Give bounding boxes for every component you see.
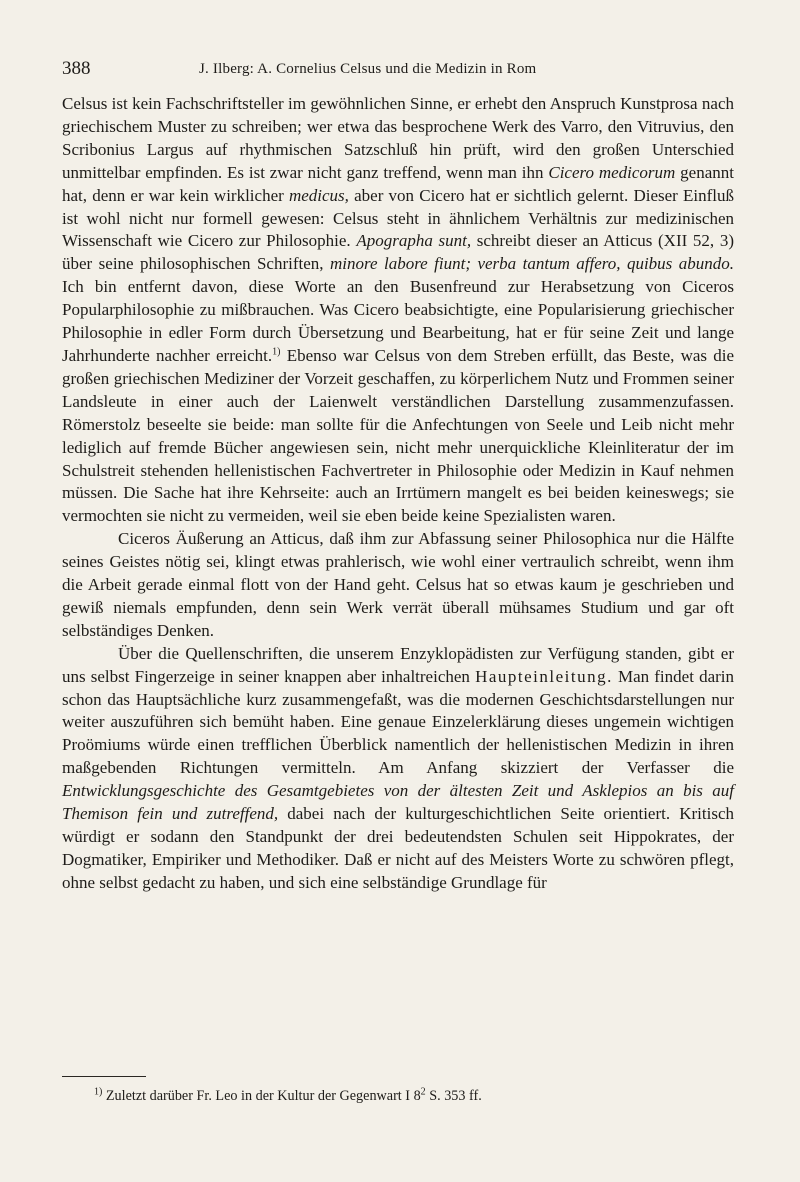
page-header — [62, 58, 740, 86]
text-run: Über die Quellenschriften, die unserem Enzyklopädisten zur Verfügung standen, gibt er uns selbst Fingerzeige in seiner knappen aber inhaltreichen — [62, 643, 734, 686]
body-text — [62, 93, 734, 895]
italic-phrase: Apographa sunt, — [356, 231, 472, 251]
text-run: schreibt dieser an Atticus (XII 52, 3) über seine philosophischen Schriften, — [62, 231, 735, 274]
page-number: 388 — [62, 58, 91, 79]
text-run: Man findet darin schon das Hauptsächliche kurz zusammengefaßt, was die modernen Geschichtsdarstellungen nur weiter auszuführen sich bemüht haben. Eine genaue Einzelerklärung dieses ungemein wichtigen Proömiums würde einen trefflichen Überblick namentlich der hellenistischen Medizin in ihren maßgebenden Richtungen vermitteln. Am Anfang skizziert der Verfasser die — [62, 666, 734, 778]
italic-quote: minore labore fiunt; verba tantum affero, quibus abundo. — [330, 254, 735, 274]
text-run: aber von Cicero hat er sichtlich gelernt. Dieser Einfluß ist wohl nicht nur formell gewesen: Celsus steht in ähnlichem Verhältnis zur medizinischen Wissenschaft wie Cicero zur Philosophie. — [62, 185, 734, 251]
text-run: Ebenso war Celsus von dem Streben erfüllt, das Beste, was die großen griechischen Mediziner der Vorzeit geschaffen, zu körperlichem Nutz und Frommen seiner Landsleute in einer auch der Laienwelt verständlichen Darstellung zusammenzufassen. Römerstolz beseelte sie beide: man sollte für die Anfechtungen von Seele und Leib nicht mehr lediglich auf fremde Bücher angewiesen sein, nicht mehr unerquickliche Kleinliteratur der im Schulstreit stehenden hellenistischen Fachvertreter in Philosophie oder Medizin in Kauf nehmen müssen. Die Sache hat ihre Kehrseite: auch an Irrtümern mangelt es bei beiden keineswegs; sie vermochten sie nicht zu vermeiden, weil sie eben beide keine Spezialisten waren. — [62, 345, 735, 526]
footnote-text: Zuletzt darüber Fr. Leo in der Kultur der Gegenwart I 8 — [102, 1088, 421, 1104]
italic-phrase: medicus, — [288, 185, 349, 205]
italic-phrase: Entwicklungsgeschichte des Gesamtgebietes von der ältesten Zeit und Asklepios an bis auf Themison fein und zutreffend, — [62, 781, 734, 824]
footnote-marker: 1) — [94, 1086, 103, 1098]
running-head: J. Ilberg: A. Cornelius Celsus und die Medizin in Rom — [199, 61, 537, 77]
italic-phrase: Cicero medicorum — [548, 162, 676, 182]
paragraph-3 — [62, 643, 734, 895]
paragraph-2: Ciceros Äußerung an Atticus, daß ihm zur Abfassung seiner Philosophica nur die Hälfte seines Geistes nötig sei, klingt etwas prahlerisch, wie wohl einer vertraulich schreibt, wenn ihm die Arbeit gerade einmal flott von der Hand geht. Celsus hat so etwas kaum je geschrieben und gewiß niemals empfunden, denn sein Werk verrät überall mühsames Studium und gar oft selbständiges Denken. — [62, 529, 734, 640]
text-run: Ich bin entfernt davon, diese Worte an den Busenfreund zur Herabsetzung von Ciceros Popularphilosophie zu mißbrauchen. Was Cicero beabsichtigte, eine Popularisierung griechischer Philosophie in edler Form durch Übersetzung und Bearbeitung, hat er für seine Zeit und lange Jahrhunderte nachher erreicht. — [62, 277, 734, 365]
paragraph-1 — [62, 93, 734, 528]
footnote-reference[interactable]: 1) — [272, 346, 281, 358]
text-run: Celsus ist kein Fachschriftsteller im gewöhnlichen Sinne, er erhebt den Anspruch Kunstprosa nach griechischem Muster zu schreiben; wer etwa das besprochene Werk des Varro, den Vitruvius, den Scribonius Largus auf rhythmischen Satzschluß hin prüft, wird den großen Unterschied unmittelbar empfinden. Es ist zwar nicht ganz treffend, wenn man ihn — [62, 94, 734, 182]
footnote-text-end: S. 353 ff. — [425, 1088, 482, 1104]
footnote-divider — [62, 1076, 146, 1077]
text-run: dabei nach der kulturgeschichtlichen Seite orientiert. Kritisch würdigt er sodann den Standpunkt der drei bedeutendsten Schulen seit Hippokrates, der Dogmatiker, Empiriker und Methodiker. Daß er nicht auf des Meisters Worte zu schwören pflegt, ohne selbst gedacht zu haben, und sich eine selbständige Grundlage für — [62, 804, 735, 892]
spaced-emphasis: Haupteinleitung. — [475, 666, 613, 686]
footnote — [94, 1088, 482, 1105]
text-run: genannt hat, denn er war kein wirklicher — [62, 162, 734, 205]
footnote-superscript: 2 — [420, 1086, 426, 1098]
